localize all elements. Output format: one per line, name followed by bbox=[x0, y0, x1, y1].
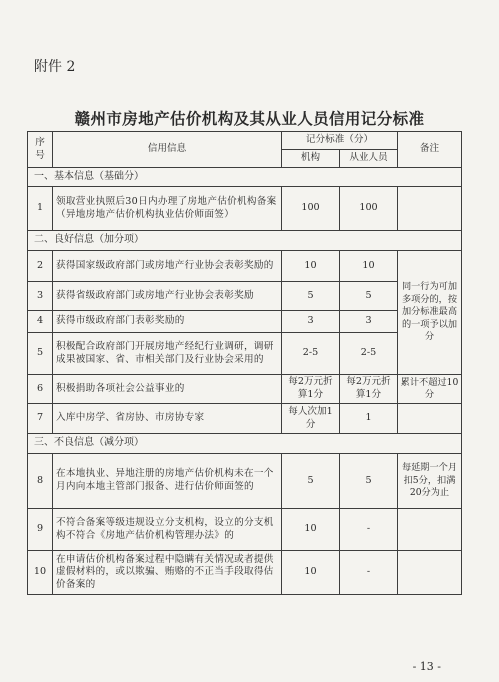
row-info: 不符合备案等级违规设立分支机构，设立的分支机构不符合《房地产估价机构管理办法》的 bbox=[53, 509, 282, 551]
row-number: 6 bbox=[28, 375, 53, 404]
row-info: 获得省级政府部门或房地产行业协会表彰奖励 bbox=[53, 282, 282, 311]
row-note bbox=[398, 404, 462, 434]
row-staff-score: - bbox=[340, 509, 398, 551]
row-info: 领取营业执照后30日内办理了房地产估价机构备案（异地房地产估价机构执业估价师面签） bbox=[53, 187, 282, 231]
row-number: 5 bbox=[28, 333, 53, 375]
row-info: 在申请估价机构备案过程中隐瞒有关情况或者提供虚假材料的，或以欺骗、贿赂的不正当手段取得估价备案的 bbox=[53, 551, 282, 595]
group-note: 同一行为可加多项分的，按加分标准最高的一项予以加分 bbox=[398, 251, 462, 375]
row-staff-score: 每2万元折算1分 bbox=[340, 375, 398, 404]
table-row bbox=[28, 333, 462, 375]
document-title: 赣州市房地产估价机构及其从业人员信用记分标准 bbox=[74, 109, 425, 128]
row-number: 2 bbox=[28, 251, 53, 282]
header-org: 机构 bbox=[282, 150, 340, 168]
table-row bbox=[28, 251, 462, 282]
header-score-standard: 记分标准（分） bbox=[282, 132, 398, 150]
row-staff-score: 10 bbox=[340, 251, 398, 282]
table-row bbox=[28, 509, 462, 551]
header-seq: 序号 bbox=[28, 132, 53, 168]
row-number: 4 bbox=[28, 311, 53, 333]
row-number: 10 bbox=[28, 551, 53, 595]
row-staff-score: 2-5 bbox=[340, 333, 398, 375]
row-number: 8 bbox=[28, 454, 53, 509]
row-org-score: 5 bbox=[282, 282, 340, 311]
row-number: 3 bbox=[28, 282, 53, 311]
row-note bbox=[398, 187, 462, 231]
header-staff: 从业人员 bbox=[340, 150, 398, 168]
row-info: 积极配合政府部门开展房地产经纪行业调研，调研成果被国家、省、市相关部门及行业协会采用的 bbox=[53, 333, 282, 375]
row-staff-score: - bbox=[340, 551, 398, 595]
row-org-score: 100 bbox=[282, 187, 340, 231]
header-info: 信用信息 bbox=[53, 132, 282, 168]
row-info: 入库中房学、省房协、市房协专家 bbox=[53, 404, 282, 434]
row-staff-score: 3 bbox=[340, 311, 398, 333]
row-staff-score: 5 bbox=[340, 454, 398, 509]
section-title: 一、基本信息（基础分） bbox=[28, 168, 462, 187]
page-number: - 13 - bbox=[412, 660, 441, 673]
row-staff-score: 1 bbox=[340, 404, 398, 434]
header-note: 备注 bbox=[398, 132, 462, 168]
table-row bbox=[28, 187, 462, 231]
row-org-score: 10 bbox=[282, 551, 340, 595]
row-note: 累计不超过10分 bbox=[398, 375, 462, 404]
table-row bbox=[28, 404, 462, 434]
row-org-score: 5 bbox=[282, 454, 340, 509]
table-row bbox=[28, 454, 462, 509]
row-staff-score: 5 bbox=[340, 282, 398, 311]
row-info: 获得国家级政府部门或房地产行业协会表彰奖励的 bbox=[53, 251, 282, 282]
row-number: 7 bbox=[28, 404, 53, 434]
section-row bbox=[28, 168, 462, 187]
row-org-score: 10 bbox=[282, 251, 340, 282]
row-number: 9 bbox=[28, 509, 53, 551]
section-row bbox=[28, 231, 462, 251]
section-title: 二、良好信息（加分项） bbox=[28, 231, 462, 251]
row-number: 1 bbox=[28, 187, 53, 231]
section-row bbox=[28, 434, 462, 454]
attachment-label: 附件 2 bbox=[34, 59, 76, 75]
row-info: 获得市级政府部门表彰奖励的 bbox=[53, 311, 282, 333]
section-title: 三、不良信息（减分项） bbox=[28, 434, 462, 454]
row-org-score: 2-5 bbox=[282, 333, 340, 375]
row-info: 积极捐助各项社会公益事业的 bbox=[53, 375, 282, 404]
table-row bbox=[28, 551, 462, 595]
table-row bbox=[28, 282, 462, 311]
row-org-score: 每人次加1分 bbox=[282, 404, 340, 434]
row-info: 在本地执业、异地注册的房地产估价机构未在一个月内向本地主管部门报备、进行估价师面签的 bbox=[53, 454, 282, 509]
table-row bbox=[28, 375, 462, 404]
table-row bbox=[28, 311, 462, 333]
row-note bbox=[398, 509, 462, 551]
row-org-score: 10 bbox=[282, 509, 340, 551]
credit-score-table bbox=[27, 131, 462, 595]
row-org-score: 3 bbox=[282, 311, 340, 333]
row-staff-score: 100 bbox=[340, 187, 398, 231]
row-note bbox=[398, 551, 462, 595]
table-header-row bbox=[28, 132, 462, 150]
row-org-score: 每2万元折算1分 bbox=[282, 375, 340, 404]
row-note: 每延期一个月扣5分，扣满20分为止 bbox=[398, 454, 462, 509]
